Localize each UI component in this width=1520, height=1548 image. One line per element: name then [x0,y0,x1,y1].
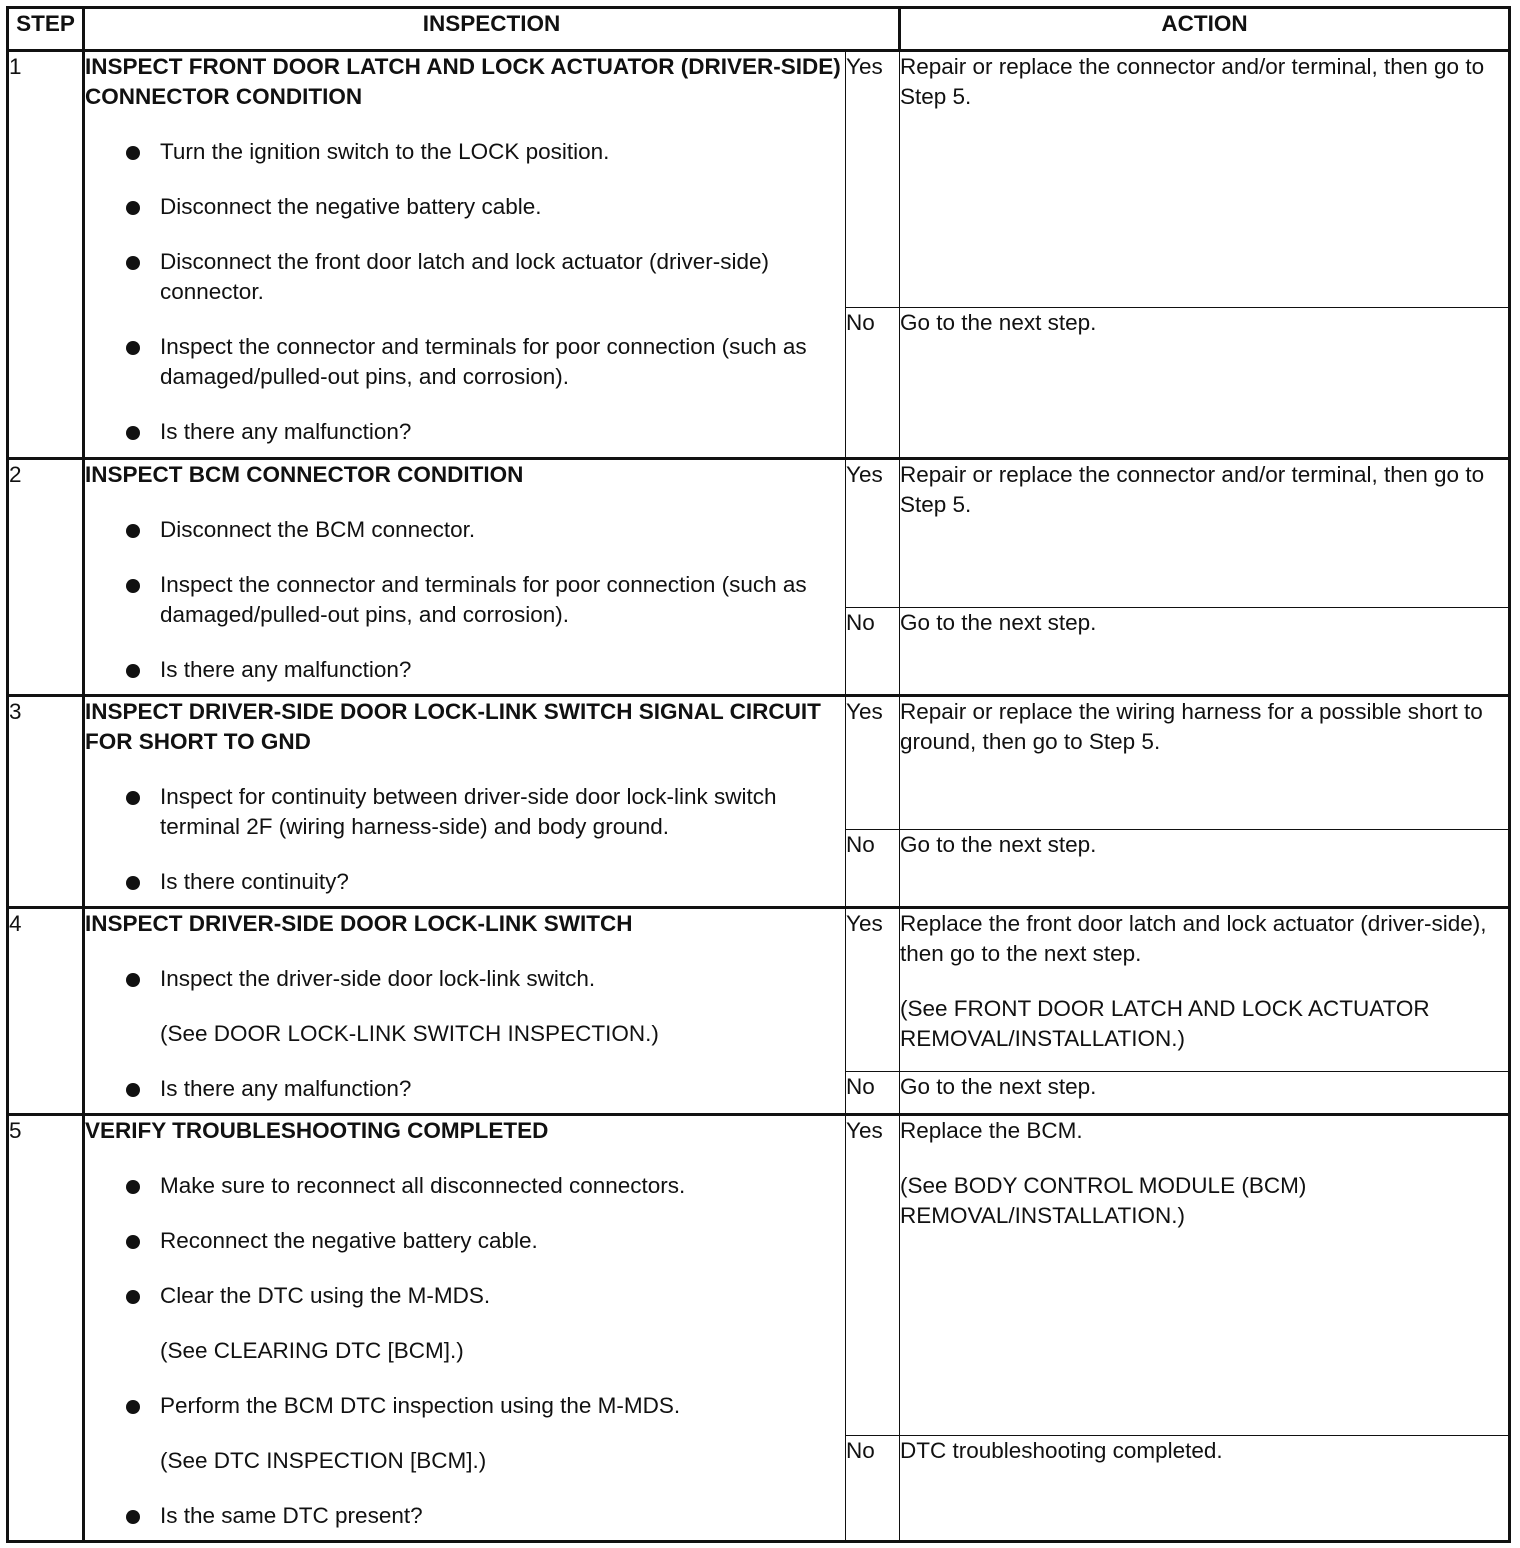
no-label: No [846,608,900,696]
yes-label: Yes [846,459,900,608]
list-item: Inspect the connector and terminals for poor connection (such as damaged/pulled-out pins, and corrosion). [85,332,845,392]
yes-label: Yes [846,1115,900,1436]
header-row [8,8,1510,51]
step-3-yes-row [8,696,1510,830]
list-item: Disconnect the BCM connector. [85,515,845,545]
no-action: Go to the next step. [900,608,1510,696]
list-item: Inspect the driver-side door lock-link switch. [85,964,845,994]
inspection-cell [84,696,846,908]
no-label: No [846,308,900,459]
bullet-icon [85,570,160,600]
list-item: Clear the DTC using the M-MDS. [85,1281,845,1311]
step-2-yes-row [8,459,1510,608]
no-action: Go to the next step. [900,1072,1510,1115]
bullet-icon [85,867,160,897]
bullet-icon [85,655,160,685]
step-5-yes-row [8,1115,1510,1436]
inspection-cell [84,51,846,459]
bullet-icon [85,964,160,994]
step-number: 5 [8,1115,84,1542]
bullet-icon [85,1391,160,1421]
bullet-icon [85,332,160,362]
yes-action: Repair or replace the connector and/or terminal, then go to Step 5. [900,459,1510,608]
yes-action: Repair or replace the connector and/or terminal, then go to Step 5. [900,51,1510,308]
step-number: 1 [8,51,84,459]
reference-note: (See DOOR LOCK-LINK SWITCH INSPECTION.) [160,1021,659,1046]
inspection-cell [84,459,846,696]
step-column-header: STEP [8,8,84,51]
list-item: Disconnect the front door latch and lock actuator (driver-side) connector. [85,247,845,307]
list-item: Is there any malfunction? [85,417,845,447]
reference-note: (See CLEARING DTC [BCM].) [160,1338,464,1363]
yes-label: Yes [846,908,900,1072]
troubleshooting-table [6,6,1511,1543]
list-item: Is there any malfunction? [85,1074,845,1104]
bullet-icon [85,782,160,812]
bullet-icon [85,515,160,545]
list-item: Perform the BCM DTC inspection using the M-MDS. [85,1391,845,1421]
step-number: 2 [8,459,84,696]
step-title: INSPECT DRIVER-SIDE DOOR LOCK-LINK SWITCH [85,911,633,936]
step-title: VERIFY TROUBLESHOOTING COMPLETED [85,1118,549,1143]
reference-note: (See DTC INSPECTION [BCM].) [160,1448,487,1473]
bullet-icon [85,1501,160,1531]
no-label: No [846,830,900,908]
bullet-icon [85,1074,160,1104]
list-item: Disconnect the negative battery cable. [85,192,845,222]
step-title: INSPECT DRIVER-SIDE DOOR LOCK-LINK SWITCH SIGNAL CIRCUIT FOR SHORT TO GND [85,699,821,754]
step-1-yes-row [8,51,1510,308]
yes-action: Replace the front door latch and lock actuator (driver-side), then go to the next step. (See FRONT DOOR LATCH AND LOCK ACTUATOR REMOVAL/INSTALLATION.) [900,908,1510,1072]
no-label: No [846,1072,900,1115]
yes-action: Replace the BCM. (See BODY CONTROL MODULE (BCM) REMOVAL/INSTALLATION.) [900,1115,1510,1436]
bullet-icon [85,192,160,222]
no-action: Go to the next step. [900,308,1510,459]
no-action: Go to the next step. [900,830,1510,908]
no-action: DTC troubleshooting completed. [900,1436,1510,1542]
yes-label: Yes [846,696,900,830]
bullet-icon [85,1171,160,1201]
bullet-icon [85,1281,160,1311]
list-item: Inspect the connector and terminals for poor connection (such as damaged/pulled-out pins, and corrosion). [85,570,845,630]
step-title: INSPECT BCM CONNECTOR CONDITION [85,462,524,487]
action-column-header: ACTION [900,8,1510,51]
list-item: Reconnect the negative battery cable. [85,1226,845,1256]
step-4-yes-row [8,908,1510,1072]
bullet-icon [85,1226,160,1256]
inspection-cell [84,908,846,1115]
list-item: Is there any malfunction? [85,655,845,685]
yes-label: Yes [846,51,900,308]
step-number: 3 [8,696,84,908]
list-item: Is there continuity? [85,867,845,897]
yes-action: Repair or replace the wiring harness for a possible short to ground, then go to Step 5. [900,696,1510,830]
step-title: INSPECT FRONT DOOR LATCH AND LOCK ACTUATOR (DRIVER-SIDE) CONNECTOR CONDITION [85,54,841,109]
step-number: 4 [8,908,84,1115]
list-item: Is the same DTC present? [85,1501,845,1531]
bullet-icon [85,247,160,277]
list-item: Inspect for continuity between driver-side door lock-link switch terminal 2F (wiring harness-side) and body ground. [85,782,845,842]
list-item: Make sure to reconnect all disconnected connectors. [85,1171,845,1201]
bullet-icon [85,137,160,167]
list-item: Turn the ignition switch to the LOCK position. [85,137,845,167]
no-label: No [846,1436,900,1542]
inspection-column-header: INSPECTION [84,8,900,51]
inspection-cell [84,1115,846,1542]
bullet-icon [85,417,160,447]
